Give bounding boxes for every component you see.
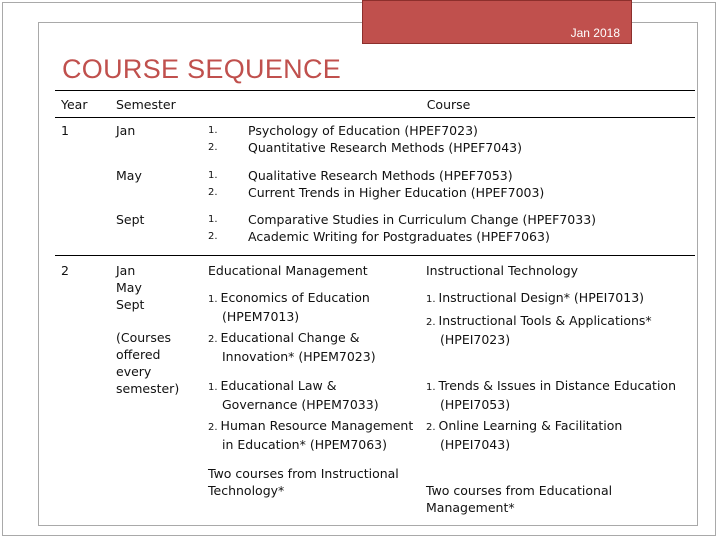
list-item — [208, 228, 689, 245]
course-name: Human Resource Management in Education* (HPEM7063) — [220, 418, 414, 452]
course-name: Quantitative Research Methods (HPEF7043) — [248, 140, 522, 155]
course-list — [208, 167, 689, 201]
list-number: 1. — [208, 125, 218, 136]
course-list — [208, 211, 689, 245]
list-item — [208, 122, 689, 139]
list-item — [426, 289, 689, 308]
semester-cell: May — [116, 168, 142, 183]
course-name: Current Trends in Higher Education (HPEF7003) — [248, 185, 545, 200]
course-name: Trends & Issues in Distance Education (HPEI7053) — [438, 378, 677, 412]
table-row — [55, 211, 695, 256]
course-name: Psychology of Education (HPEF7023) — [248, 123, 478, 138]
course-name: Economics of Education (HPEM7013) — [220, 290, 370, 324]
list-item — [208, 417, 414, 453]
list-item — [208, 139, 689, 156]
table-row — [55, 256, 695, 517]
it-block-2 — [426, 377, 689, 453]
list-item — [208, 289, 414, 325]
list-number: 1. — [208, 294, 218, 305]
semester-jan: Jan — [116, 263, 136, 278]
list-number: 1. — [208, 382, 218, 393]
em-block-1 — [208, 289, 414, 365]
list-number: 2. — [208, 231, 218, 242]
list-item — [208, 184, 689, 201]
semester-sept: Sept — [116, 297, 145, 312]
list-number: 2. — [208, 334, 218, 345]
course-list — [208, 122, 689, 156]
list-item — [208, 211, 689, 228]
it-title: Instructional Technology — [426, 263, 579, 278]
list-item — [208, 377, 414, 413]
list-item — [426, 417, 689, 453]
year-cell: 1 — [61, 123, 69, 138]
offered-note: (Courses offered every semester) — [116, 330, 180, 396]
course-name: Qualitative Research Methods (HPEF7053) — [248, 168, 513, 183]
year-cell: 2 — [55, 256, 110, 517]
list-number: 1. — [426, 294, 436, 305]
course-name: Educational Change & Innovation* (HPEM7023) — [220, 330, 376, 364]
semester-cell — [110, 256, 202, 517]
table-row — [55, 167, 695, 211]
em-block-2 — [208, 377, 414, 453]
list-number: 2. — [208, 422, 218, 433]
list-number: 2. — [208, 142, 218, 153]
list-number: 2. — [208, 187, 218, 198]
course-name: Comparative Studies in Curriculum Change (HPEF7033) — [248, 212, 597, 227]
list-item — [208, 167, 689, 184]
course-name: Academic Writing for Postgraduates (HPEF7063) — [248, 229, 550, 244]
course-name: Instructional Tools & Applications* (HPEI7023) — [438, 313, 652, 347]
course-name: Educational Law & Governance (HPEM7033) — [220, 378, 379, 412]
header-year: Year — [55, 91, 110, 118]
header-course: Course — [202, 91, 695, 118]
it-cell — [420, 256, 695, 517]
course-cell — [202, 118, 695, 168]
list-number: 2. — [426, 317, 436, 328]
em-footer: Two courses from Instructional Technology* — [208, 466, 399, 498]
semester-cell: Jan — [116, 123, 136, 138]
header-semester: Semester — [110, 91, 202, 118]
course-name: Online Learning & Facilitation (HPEI7043) — [438, 418, 623, 452]
list-number: 1. — [426, 382, 436, 393]
slide-date: Jan 2018 — [570, 26, 620, 40]
table-row — [55, 118, 695, 168]
it-block-1 — [426, 289, 689, 348]
course-cell — [202, 167, 695, 211]
course-cell — [202, 211, 695, 256]
semester-may: May — [116, 280, 142, 295]
list-number: 1. — [208, 170, 218, 181]
list-number: 2. — [426, 422, 436, 433]
em-cell — [202, 256, 420, 517]
list-number: 1. — [208, 214, 218, 225]
slide-title: COURSE SEQUENCE — [62, 54, 342, 84]
list-item — [208, 329, 414, 365]
course-name: Instructional Design* (HPEI7013) — [438, 290, 645, 305]
semester-cell: Sept — [116, 212, 145, 227]
it-footer: Two courses from Educational Management* — [426, 483, 613, 515]
header-row — [55, 91, 695, 118]
course-sequence-table — [55, 90, 695, 516]
list-item — [426, 377, 689, 413]
list-item — [426, 312, 689, 348]
em-title: Educational Management — [208, 263, 368, 278]
